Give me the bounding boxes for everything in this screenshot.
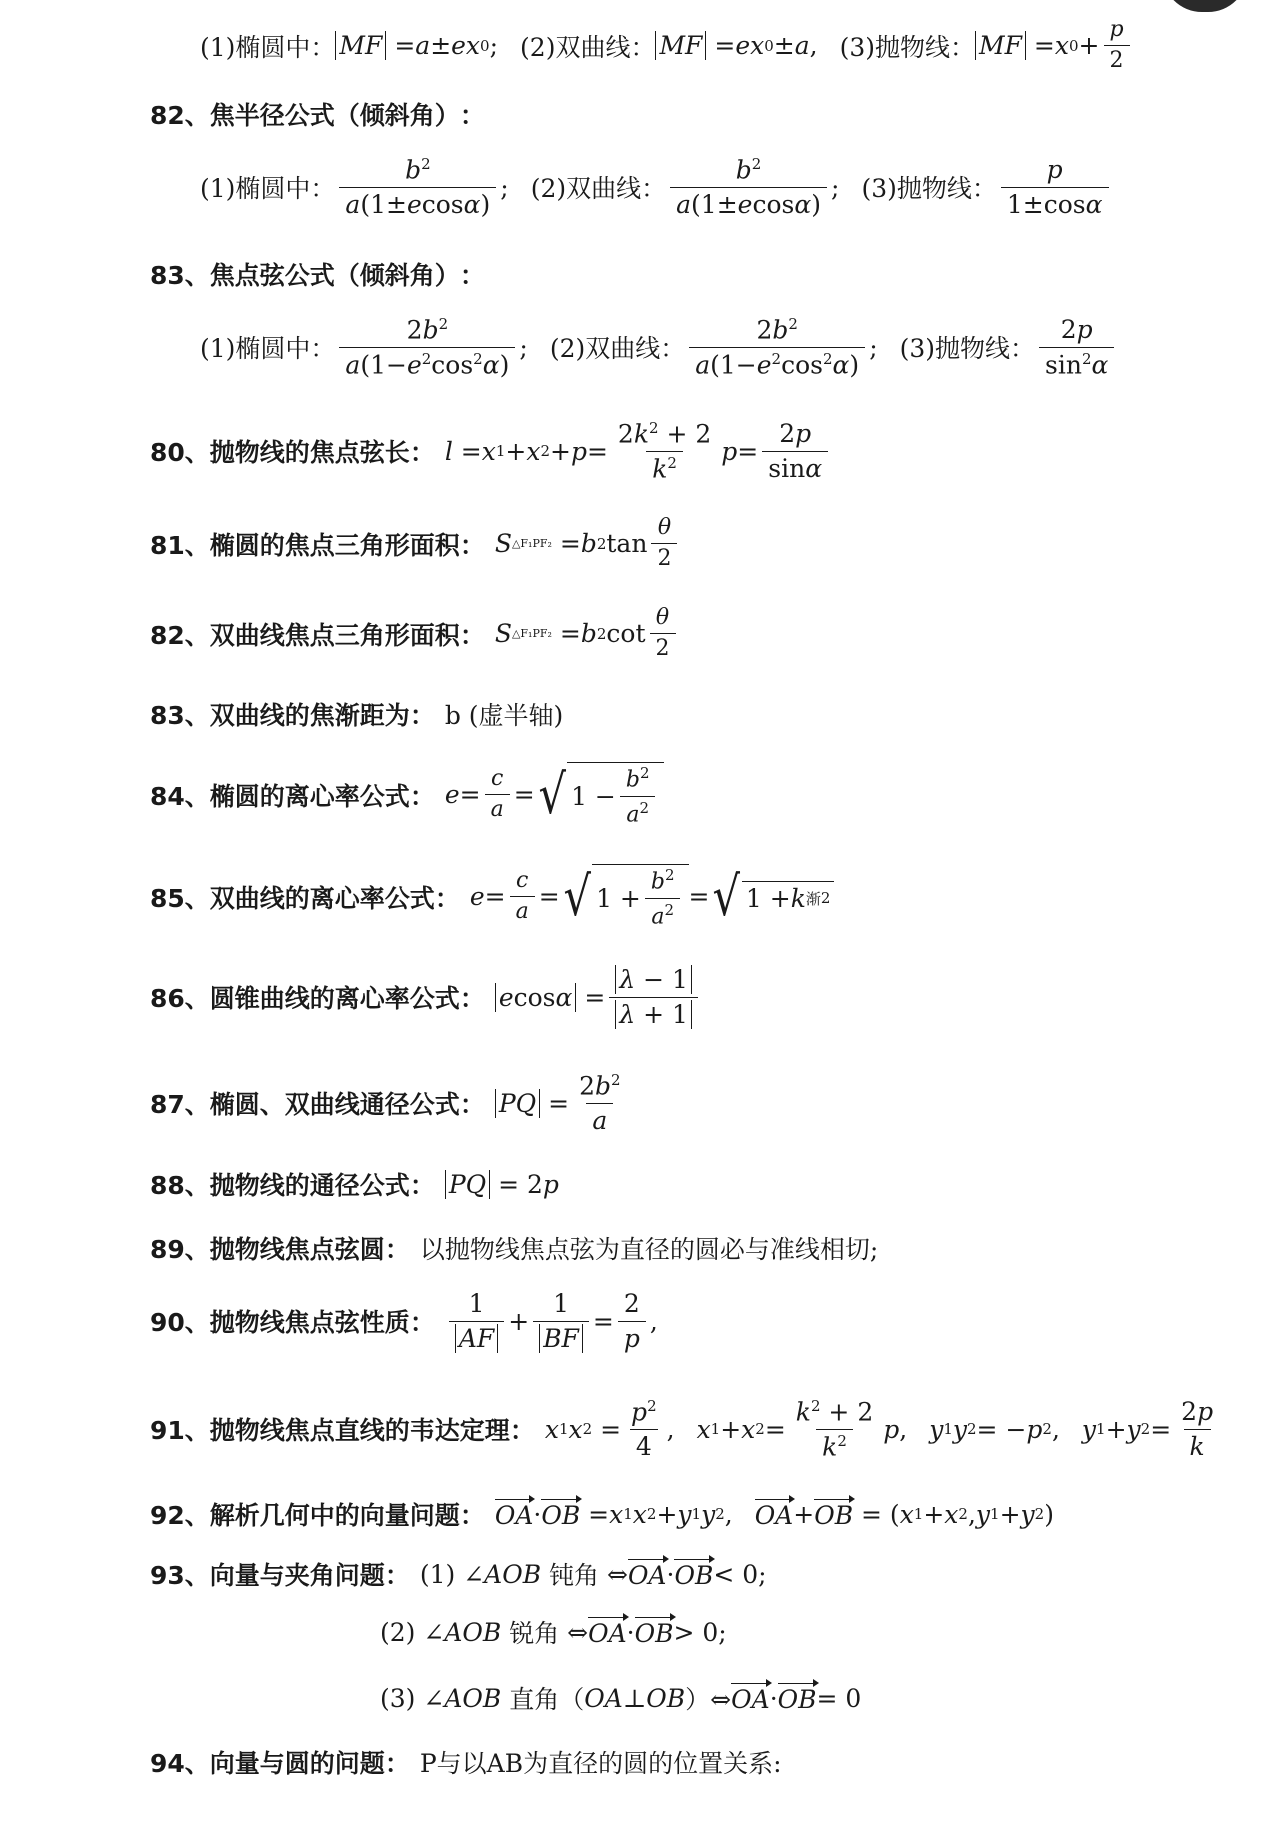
item-87-latus-rectum-ellipse-hyperbola: 87、 椭圆、双曲线通径公式 ： PQ = $\frac{2b^2}{a}$ — [150, 1071, 621, 1135]
item-80-parabola-focal-chord-length: 80、 抛物线的焦点弦长 ： l = x 1 + x 2 + p = $\frac{2k^2 + 2}{k^2}$ p = $\frac{2p}{\sin\alpha}$ — [150, 420, 832, 483]
item-85-hyperbola-eccentricity: 85、 双曲线的离心率公式 ： e = $\frac{c}{a}$ = √ 1 + $\frac{b^2}{a^2}$ = √ 1 + k 渐 2 — [150, 864, 834, 929]
item-86-conic-eccentricity: 86、 圆锥曲线的离心率公式 ： ecosα = $\frac{\lambda - 1}{\lambda + 1}$ — [150, 966, 702, 1028]
item-82-focal-radius-angle: 82、 焦半径公式（倾斜角） ： — [150, 101, 485, 130]
item-81-ellipse-focal-triangle-area: 81、 椭圆的焦点三角形面积 ： S △F₁PF₂ = b 2 tan $\frac{\theta}{2}$ — [150, 516, 681, 571]
item-91-parabola-vieta: 91、 抛物线焦点直线的韦达定理 ： x 1 x 2 = $\frac{p^2}{4}$ , x 1 + x 2 = $\frac{k^2 + 2}{k^2}$ p , y 1 y 2 = − p 2 , y 1 + y 2 = $\frac{2p}{k}$ — [150, 1397, 1214, 1462]
ellipse-label: (1)椭圆中： — [200, 32, 336, 62]
focal-radius-angle-formulas: (1)椭圆中： $\frac{b^2}{a(1\pm ecos\alpha)}$ ; (2)双曲线： $\frac{b^2}{a(1\pm ecos\alpha)}$ ; (3)抛物线： $\frac{p}{1\pm\cos\alpha}$ — [200, 156, 1113, 218]
item-93-acute: (2) ∠ AOB 锐角 ⇔ OA · OB > 0; — [380, 1617, 727, 1648]
focal-radius-coord-line: (1)椭圆中： MF = a ± ex 0 ; (2)双曲线： MF = ex 0 ± a , (3)抛物线： MF = x 0 + $\frac{p}{2}$ — [200, 18, 1134, 73]
item-89-parabola-focal-chord-circle: 89、 抛物线焦点弦圆 ： 以抛物线焦点弦为直径的圆必与准线相切; — [150, 1235, 879, 1264]
item-83-hyperbola-focus-asymptote-distance: 83、 双曲线的焦渐距为 ： b (虚半轴) — [150, 701, 564, 730]
item-94-vector-circle: 94、 向量与圆的问题 ： P与以AB为直径的圆的位置关系: — [150, 1749, 782, 1778]
focal-chord-angle-formulas: (1)椭圆中： $\frac{2b^2}{a(1-e^2\cos^2\alpha)}$ ; (2)双曲线： $\frac{2b^2}{a(1-e^2\cos^2\alpha)}$ ; (3)抛物线： $\frac{2p}{\sin^2\alpha}$ — [200, 316, 1118, 379]
corner-decoration — [1162, 0, 1248, 12]
item-93-right: (3) ∠ AOB 直角 （ OA ⊥ OB ）⇔ OA · OB = 0 — [380, 1683, 862, 1714]
item-92-vector-problems: 92、 解析几何中的向量问题 ： OA · OB = x 1 x 2 + y 1 y 2 , OA + OB = ( x 1 + x 2 , y 1 + y 2 ) — [150, 1499, 1054, 1530]
item-82-hyperbola-focal-triangle-area: 82、 双曲线焦点三角形面积 ： S △F₁PF₂ = b 2 cot $\frac{\theta}{2}$ — [150, 606, 680, 661]
hyperbola-label: (2)双曲线： — [520, 32, 656, 62]
item-88-latus-rectum-parabola: 88、 抛物线的通径公式 ： PQ = 2 p — [150, 1169, 559, 1200]
item-90-parabola-focal-chord-property: 90、 抛物线焦点弦性质 ： $\frac{1}{AF}$ + $\frac{1}{BF}$ = $\frac{2}{p}$ , — [150, 1289, 658, 1353]
item-84-ellipse-eccentricity: 84、 椭圆的离心率公式 ： e = $\frac{c}{a}$ = √ 1 − $\frac{b^2}{a^2}$ — [150, 762, 664, 827]
item-93-vector-angle: 93、 向量与夹角问题 ： (1) ∠ AOB 钝角 ⇔ OA · OB < 0; — [150, 1559, 767, 1590]
parabola-label: (3)抛物线： — [839, 32, 975, 62]
item-83-focal-chord-angle: 83、 焦点弦公式（倾斜角） ： — [150, 261, 485, 290]
